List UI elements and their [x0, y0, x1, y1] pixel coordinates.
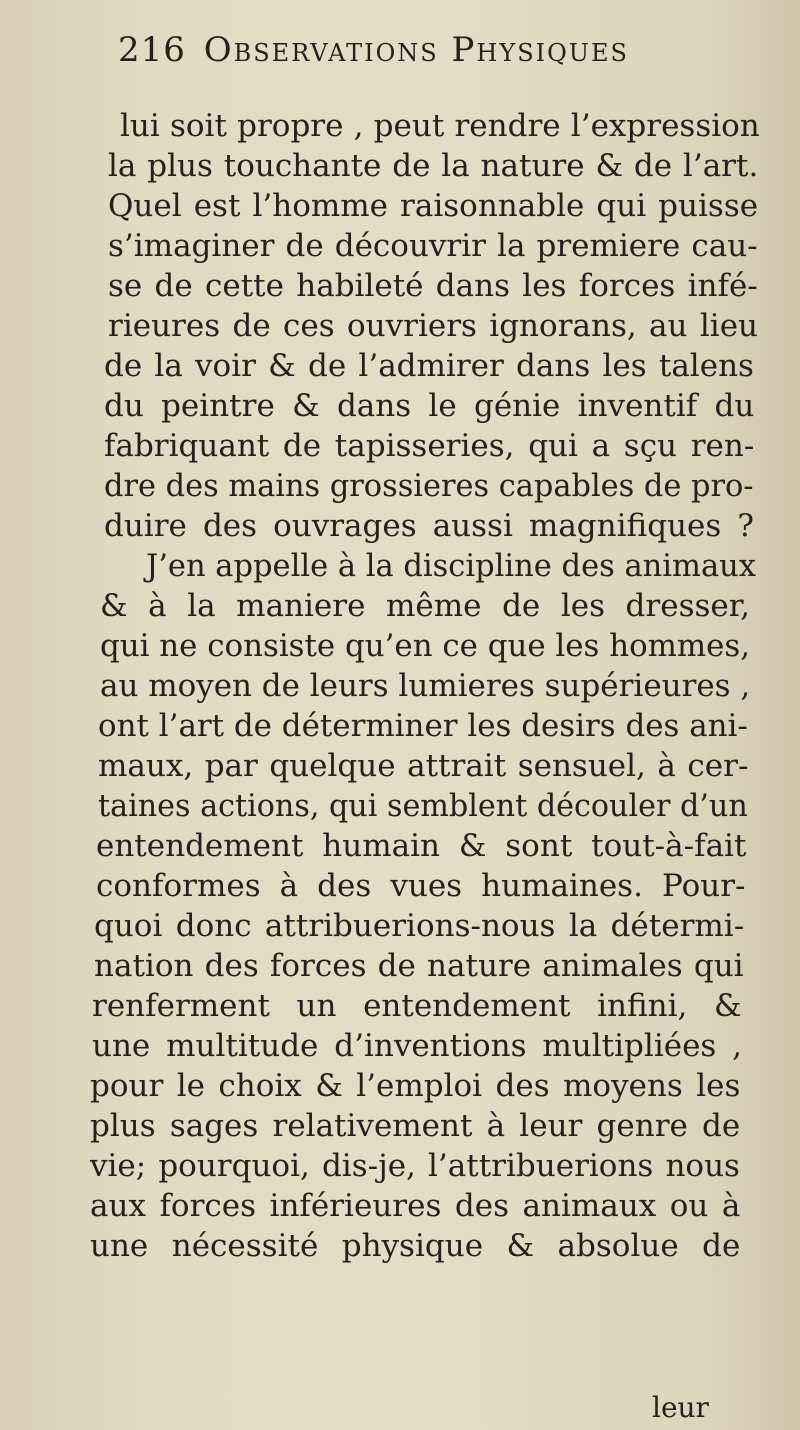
text-line: lui soit propre , peut rendre l’expression [120, 108, 760, 144]
text-line: qui ne consiste qu’en ce que les hommes, [100, 628, 751, 664]
text-line: Quel est l’homme raisonnable qui puisse [108, 188, 759, 224]
text-line: pour le choix & l’emploi des moyens les [90, 1068, 741, 1104]
text-line: renferment un entendement infini, & [92, 988, 742, 1024]
text-line: du peintre & dans le génie inventif du [104, 388, 755, 424]
text-line: quoi donc attribuerions-nous la détermi- [94, 908, 745, 944]
text-line: J’en appelle à la discipline des animaux [146, 548, 756, 584]
text-line: rieures de ces ouvriers ignorans, au lieu [108, 308, 759, 344]
text-line: de la voir & de l’admirer dans les talens [104, 348, 754, 384]
text-line: conformes à des vues humaines. Pour- [96, 868, 746, 904]
text-line: maux, par quelque attrait sensuel, à cer- [98, 748, 749, 784]
text-line: vie; pourquoi, dis-je, l’attribuerions nous [90, 1148, 740, 1184]
text-line: & à la maniere même de les dresser, [100, 588, 750, 624]
text-line: plus sages relativement à leur genre de [90, 1108, 741, 1144]
text-line: aux forces inférieures des animaux ou à [90, 1188, 741, 1224]
running-title: Observations Physiques [203, 30, 629, 70]
text-line: une nécessité physique & absolue de [90, 1228, 741, 1264]
catchword: leur [652, 1391, 709, 1424]
text-line: entendement humain & sont tout-à-fait [96, 828, 747, 864]
text-line: une multitude d’inventions multipliées , [92, 1028, 743, 1064]
page-number: 216 [118, 30, 186, 70]
text-line: ont l’art de déterminer les desirs des ani- [98, 708, 748, 744]
text-line: la plus touchante de la nature & de l’art. [108, 148, 759, 184]
text-line: dre des mains grossieres capables de pro- [104, 468, 754, 504]
text-line: au moyen de leurs lumieres supérieures , [100, 668, 751, 704]
text-line: taines actions, qui semblent découler d’un [98, 788, 748, 824]
text-line: nation des forces de nature animales qui [94, 948, 744, 984]
running-header [118, 30, 758, 80]
text-line: se de cette habileté dans les forces infé- [108, 268, 758, 304]
text-line: s’imaginer de découvrir la premiere cau- [108, 228, 758, 264]
text-line: duire des ouvrages aussi magnifiques ? [104, 508, 754, 544]
text-line: fabriquant de tapisseries, qui a sçu ren- [104, 428, 755, 464]
